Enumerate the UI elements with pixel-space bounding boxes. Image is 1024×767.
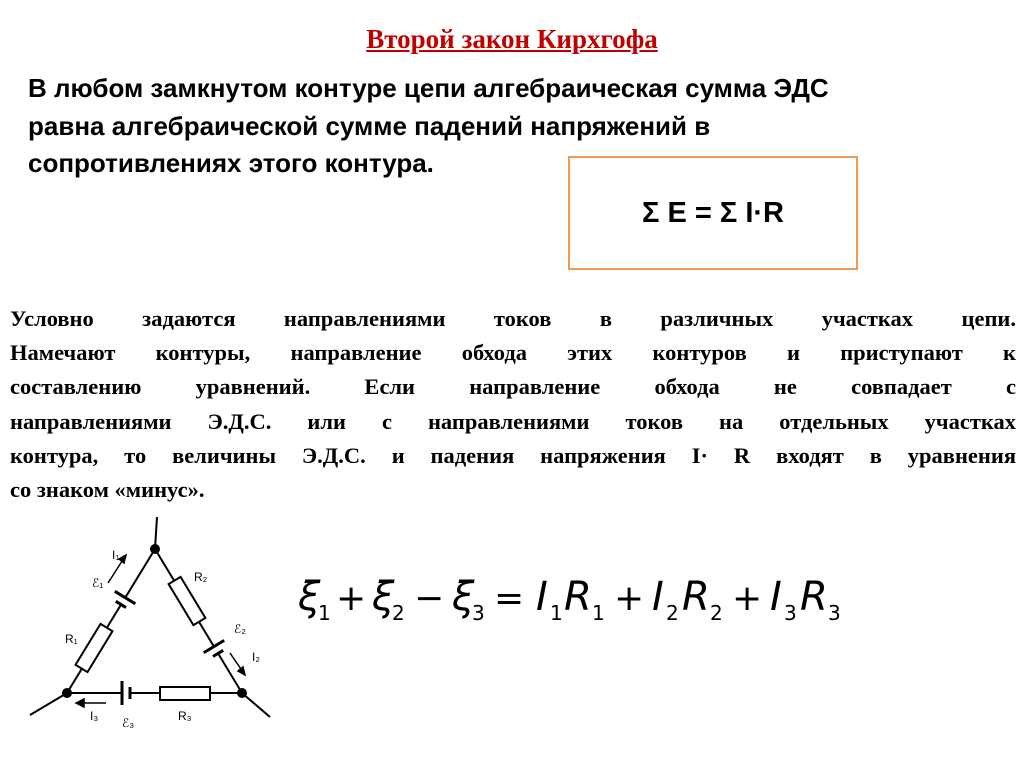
resistance-symbol-2: R [682,574,710,620]
emf-subscript-2: 2 [392,601,405,625]
paragraph-line: направлениями Э.Д.С. или с направлениями токов на отдельных участках [10,408,1016,434]
formula-text: Σ E = Σ I·R [642,196,784,229]
equals-sign: = [494,578,525,619]
minus-sign: − [414,578,445,619]
law-statement-line: В любом замкнутом контуре цепи алгебраическая сумма ЭДС [28,73,829,103]
emf-subscript-1: 1 [318,601,331,625]
plus-sign: + [614,578,645,619]
resistance-symbol-1: R [564,574,592,620]
battery-e2 [204,640,229,659]
paragraph-line: контура, то величины Э.Д.С. и падения напряжения I· R входят в уравнения [10,442,1016,468]
arrowhead-i3 [76,699,84,707]
resistor-r2 [169,577,206,625]
label-r2: R₂ [194,570,208,584]
label-r1: R₁ [65,632,78,646]
plus-sign: + [336,578,367,619]
current-subscript-1: 1 [550,601,563,625]
paragraph-line: со знаком «минус». [10,477,205,503]
resistance-symbol-3: R [800,574,828,620]
resistance-subscript-3: 3 [828,601,841,625]
slide-title: Второй закон Кирхгофа [366,24,658,54]
battery-e1 [111,591,136,610]
resistor-r3 [160,687,210,700]
kirchhoff-equation [296,568,876,638]
emf-symbol-1: ξ [298,574,321,620]
node-right [237,688,247,698]
label-e2: ℰ₂ [234,622,246,636]
label-r3: R₃ [178,709,192,723]
node-left [62,688,72,698]
law-statement-line: равна алгебраической сумме падений напряжений в [28,110,711,141]
lead-right [242,693,270,717]
label-i3: I₃ [90,709,99,723]
current-subscript-2: 2 [666,601,679,625]
law-statement [28,70,1024,183]
label-e3: ℰ₃ [122,716,135,730]
circuit-diagram [20,515,280,755]
plus-sign: + [732,578,763,619]
paragraph-line: Условно задаются направлениями токов в различных участках цепи. [10,306,1016,331]
current-subscript-3: 3 [784,601,797,625]
current-symbol-2: I [652,574,664,620]
arrowhead-i1 [119,555,126,563]
current-symbol-3: I [770,574,782,620]
paragraph-line: составлению уравнений. Если направление обхода не совпадает с [10,374,1016,400]
formula-box [568,156,858,270]
label-i2: I₂ [252,650,260,664]
emf-symbol-3: ξ [452,574,475,620]
label-i1: I₁ [112,548,120,562]
wire-left [67,549,155,693]
explanation-paragraph [10,302,1016,507]
emf-subscript-3: 3 [472,601,485,625]
arrowhead-i2 [238,667,245,675]
law-statement-line: сопротивлениях этого контура. [28,148,434,178]
resistance-subscript-1: 1 [592,601,605,625]
label-e1: ℰ₁ [92,576,104,590]
lead-left [30,693,67,715]
current-symbol-1: I [536,574,548,620]
node-top [150,544,160,554]
paragraph-line: Намечают контуры, направление обхода этих контуров и приступают к [10,340,1016,366]
emf-symbol-2: ξ [372,574,395,620]
resistance-subscript-2: 2 [710,601,723,625]
battery-e3 [122,681,130,705]
resistor-r1 [76,624,113,672]
